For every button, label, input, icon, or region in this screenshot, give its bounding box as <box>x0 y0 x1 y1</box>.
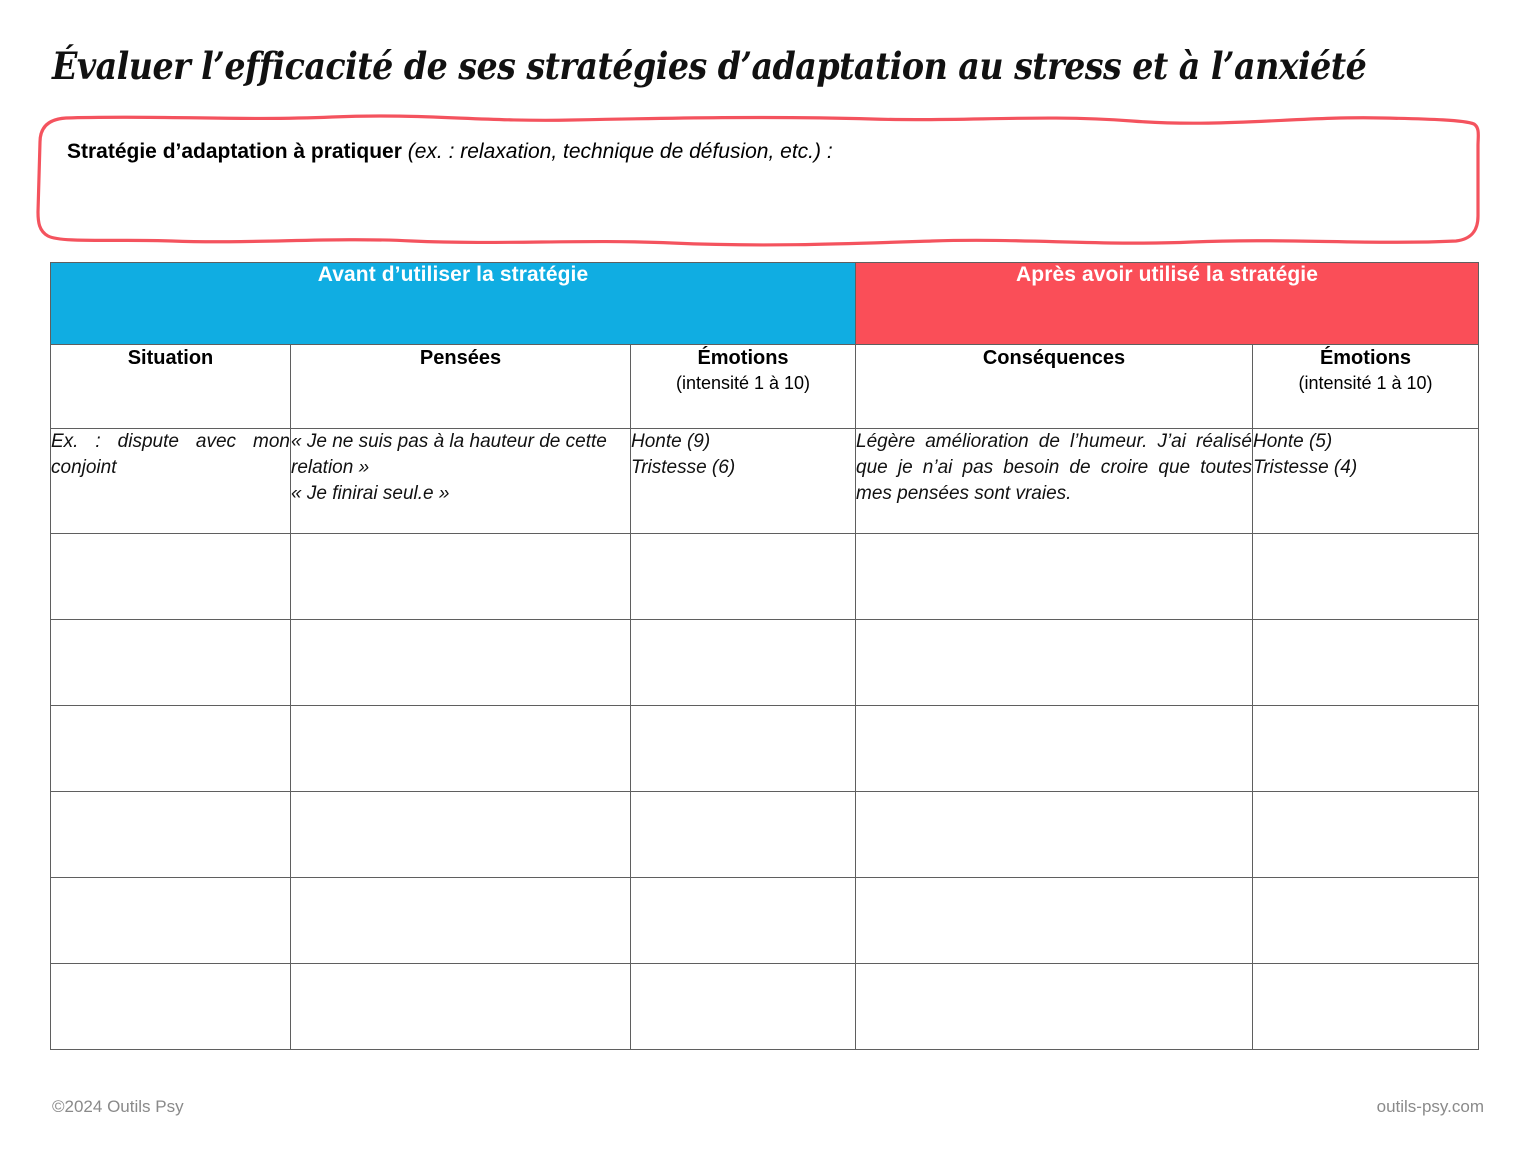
column-header-pensees-label: Pensées <box>419 347 502 369</box>
cell-pensees-blank[interactable] <box>291 792 631 878</box>
cell-consequences-blank[interactable] <box>856 964 1253 1050</box>
cell-situation-blank[interactable] <box>51 706 291 792</box>
column-header-situation <box>51 345 291 429</box>
cell-situation-blank[interactable] <box>51 878 291 964</box>
strategy-label-hint: (ex. : relaxation, technique de défusion, etc.) : <box>407 140 833 163</box>
table-row <box>51 534 1479 620</box>
cell-pensees-blank[interactable] <box>291 620 631 706</box>
cell-consequences-blank[interactable] <box>856 792 1253 878</box>
table-row <box>51 878 1479 964</box>
cell-emotions-after-blank[interactable] <box>1253 878 1479 964</box>
table-band-row <box>51 263 1479 345</box>
strategy-input-box[interactable] <box>32 112 1484 248</box>
cell-emotions-after-blank[interactable] <box>1253 534 1479 620</box>
cell-pensees-blank[interactable] <box>291 706 631 792</box>
footer-copyright: ©2024 Outils Psy <box>52 1097 184 1116</box>
page-title: Évaluer l’efficacité de ses stratégies d’adaptation au stress et à l’anxiété <box>52 44 1367 88</box>
cell-consequences-blank[interactable] <box>856 878 1253 964</box>
cell-emotions-before-blank[interactable] <box>631 534 856 620</box>
strategy-label <box>67 138 833 166</box>
page-footer <box>52 1094 1484 1120</box>
footer-website: outils-psy.com <box>1376 1097 1484 1116</box>
column-header-consequences <box>856 345 1253 429</box>
cell-situation-blank[interactable] <box>51 534 291 620</box>
table-row <box>51 964 1479 1050</box>
cell-emotions-after-blank[interactable] <box>1253 792 1479 878</box>
cell-emotions-after-blank[interactable] <box>1253 964 1479 1050</box>
column-header-consequences-label: Conséquences <box>982 347 1126 369</box>
cell-emotions-before-blank[interactable] <box>631 706 856 792</box>
cell-emotions-before-blank[interactable] <box>631 964 856 1050</box>
cell-situation-blank[interactable] <box>51 964 291 1050</box>
table-row <box>51 706 1479 792</box>
column-header-situation-label: Situation <box>127 347 214 369</box>
cell-situation-example[interactable]: Ex. : dispute avec mon conjoint <box>51 429 291 534</box>
cell-consequences-blank[interactable] <box>856 534 1253 620</box>
cell-emotions-after-example[interactable] <box>1253 429 1479 534</box>
table-header-row <box>51 345 1479 429</box>
column-header-pensees <box>291 345 631 429</box>
cell-pensees-blank[interactable] <box>291 964 631 1050</box>
column-header-emotions-after-label: Émotions <box>1319 347 1412 369</box>
band-after-strategy: Après avoir utilisé la stratégie <box>856 263 1479 345</box>
coping-strategy-table <box>50 262 1479 1050</box>
cell-emotions-after-example-line2: Tristesse (4) <box>1253 457 1358 478</box>
table-row-example <box>51 429 1479 534</box>
column-header-emotions-after <box>1253 345 1479 429</box>
band-before-strategy: Avant d’utiliser la stratégie <box>51 263 856 345</box>
column-header-emotions-before-sub: (intensité 1 à 10) <box>675 373 811 393</box>
column-header-emotions-before <box>631 345 856 429</box>
cell-pensees-example-line1: « Je ne suis pas à la hauteur de cette relation » <box>291 431 607 478</box>
cell-emotions-before-example-line1: Honte (9) <box>631 431 711 452</box>
cell-consequences-blank[interactable] <box>856 706 1253 792</box>
cell-emotions-before-blank[interactable] <box>631 878 856 964</box>
cell-pensees-blank[interactable] <box>291 534 631 620</box>
cell-consequences-blank[interactable] <box>856 620 1253 706</box>
column-header-emotions-before-label: Émotions <box>697 347 789 369</box>
cell-emotions-before-blank[interactable] <box>631 620 856 706</box>
table-row <box>51 792 1479 878</box>
cell-emotions-after-blank[interactable] <box>1253 706 1479 792</box>
strategy-writing-area[interactable] <box>62 174 1454 236</box>
cell-emotions-after-blank[interactable] <box>1253 620 1479 706</box>
cell-emotions-after-example-line1: Honte (5) <box>1253 431 1333 452</box>
strategy-label-bold: Stratégie d’adaptation à pratiquer <box>67 140 402 163</box>
cell-consequences-example[interactable]: Légère amélioration de l’humeur. J’ai réalisé que je n’ai pas besoin de croire que toutes mes pensées sont vraies. <box>856 429 1253 534</box>
cell-emotions-before-blank[interactable] <box>631 792 856 878</box>
column-header-emotions-after-sub: (intensité 1 à 10) <box>1298 373 1433 393</box>
cell-pensees-example[interactable] <box>291 429 631 534</box>
cell-situation-blank[interactable] <box>51 620 291 706</box>
cell-emotions-before-example-line2: Tristesse (6) <box>631 457 736 478</box>
cell-situation-blank[interactable] <box>51 792 291 878</box>
cell-pensees-example-line2: « Je finirai seul.e » <box>291 483 450 504</box>
table-row <box>51 620 1479 706</box>
cell-pensees-blank[interactable] <box>291 878 631 964</box>
cell-emotions-before-example[interactable] <box>631 429 856 534</box>
